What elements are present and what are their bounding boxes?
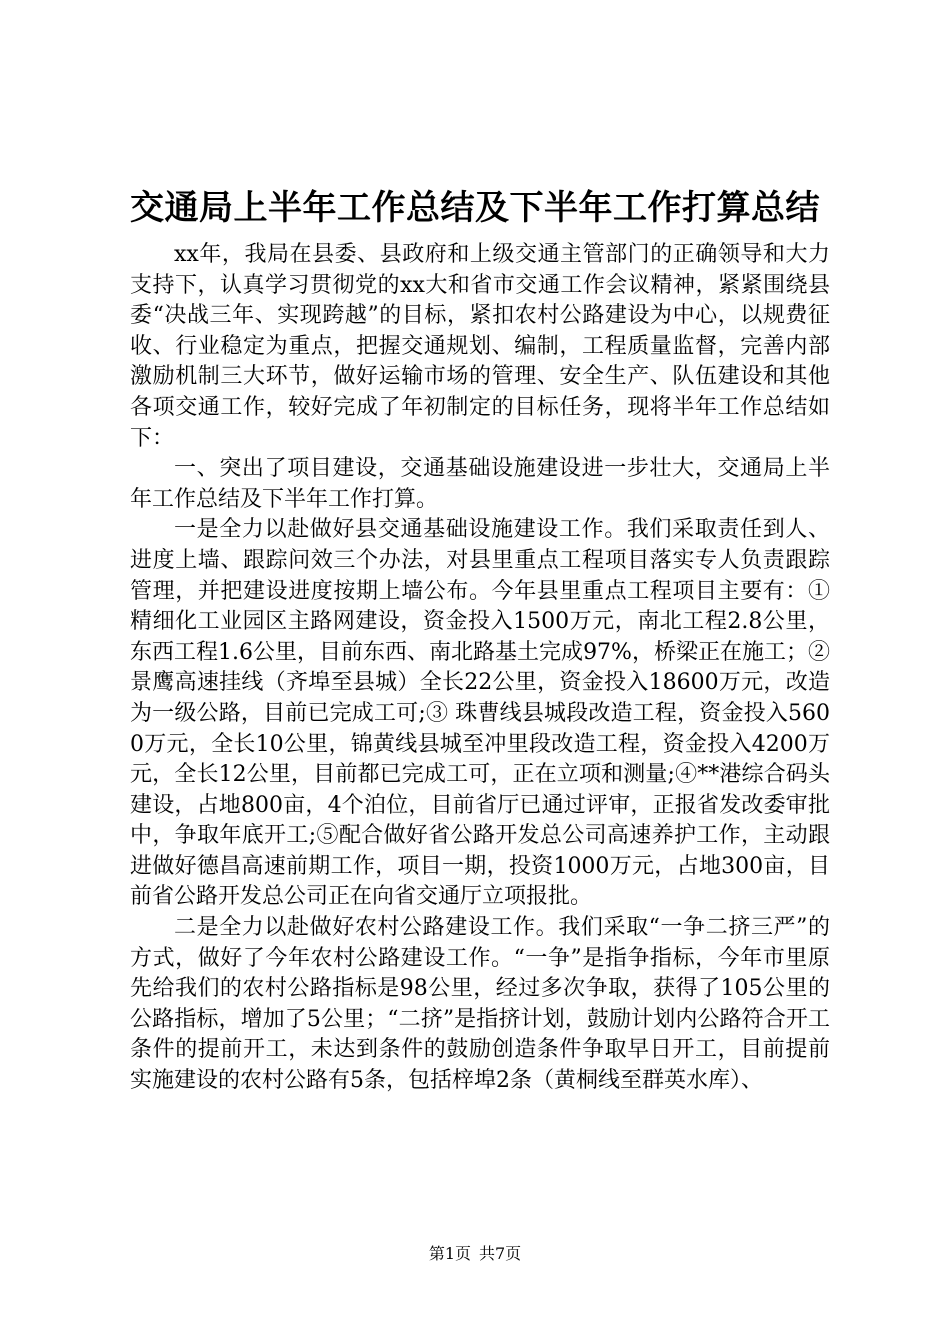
paragraph-rural-roads: 二是全力以赴做好农村公路建设工作。我们采取“一争二挤三严”的方式，做好了今年农村公路建设工作。“一争”是指争指标，今年市里原先给我们的农村公路指标是98公里，经过多次争取，获得了105公里的公路指标，增加了5公里；“二挤”是指挤计划，鼓励计划内公路符合开工条件的提前开工，未达到条件的鼓励创造条件争取早日开工，目前提前实施建设的农村公路有5条，包括梓埠2条（黄桐线至群英水库）、 <box>130 915 830 1094</box>
page-total: 共7页 <box>479 1244 522 1263</box>
page-footer <box>0 1244 950 1264</box>
paragraph-infrastructure: 一是全力以赴做好县交通基础设施建设工作。我们采取责任到人、进度上墙、跟踪问效三个办法，对县里重点工程项目落实专人负责跟踪管理，并把建设进度按期上墙公布。今年县里重点工程项目主要有：①精细化工业园区主路网建设，资金投入1500万元，南北工程2.8公里，东西工程1.6公里，目前东西、南北路基土完成97%，桥梁正在施工；②景鹰高速挂线（齐埠至县城）全长22公里，资金投入18600万元，改造为一级公路，目前已完成工可;③ 珠曹线县城段改造工程，资金投入5600万元，全长10公里，锦黄线县城至冲里段改造工程，资金投入4200万元，全长12公里，目前都已完成工可，正在立项和测量;④**港综合码头建设，占地800亩，4个泊位，目前省厅已通过评审，正报省发改委审批中，争取年底开工;⑤配合做好省公路开发总公司高速养护工作，主动跟进做好德昌高速前期工作，项目一期，投资1000万元，占地300亩，目前省公路开发总公司正在向省交通厅立项报批。 <box>130 517 830 910</box>
document-body <box>130 240 830 1097</box>
paragraph-intro: xx年，我局在县委、县政府和上级交通主管部门的正确领导和大力支持下，认真学习贯彻党的xx大和省市交通工作会议精神，紧紧围绕县委“决战三年、实现跨越”的目标，紧扣农村公路建设为中心，以规费征收、行业稳定为重点，把握交通规划、编制，工程质量监督，完善内部激励机制三大环节，做好运输市场的管理、安全生产、队伍建设和其他各项交通工作，较好完成了年初制定的目标任务，现将半年工作总结如下： <box>130 242 830 451</box>
paragraph-section-one: 一、突出了项目建设，交通基础设施建设进一步壮大，交通局上半年工作总结及下半年工作打算。 <box>130 456 830 512</box>
document-title: 交通局上半年工作总结及下半年工作打算总结 <box>130 188 820 228</box>
page-number: 第1页 <box>428 1244 471 1263</box>
